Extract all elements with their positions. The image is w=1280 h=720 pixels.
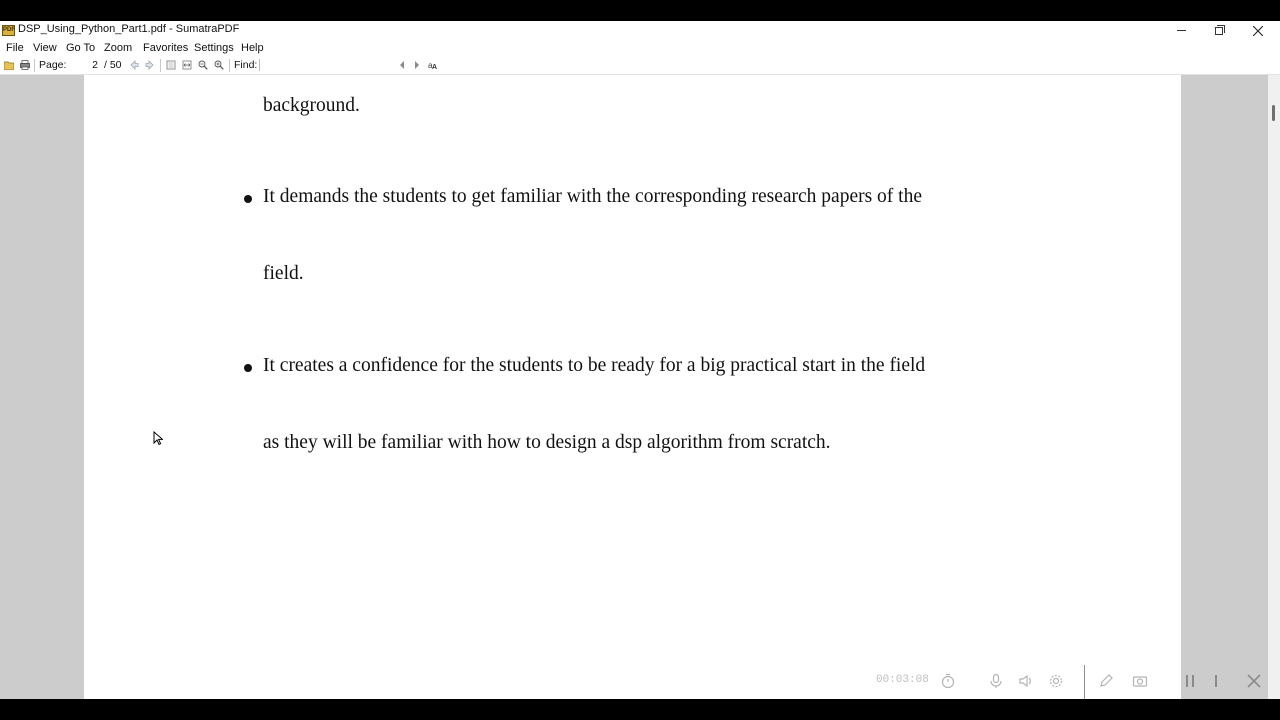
- previous-page-icon[interactable]: [129, 60, 139, 70]
- pen-icon[interactable]: [1098, 673, 1114, 689]
- next-page-icon[interactable]: [145, 60, 155, 70]
- menu-bar: [0, 40, 1280, 57]
- page-total: / 50: [104, 59, 122, 71]
- pause-icon[interactable]: [1182, 673, 1198, 689]
- document-text-line: It creates a confidence for the students to be ready for a big practical start in the field: [263, 355, 926, 376]
- recording-toolbar: [870, 665, 1280, 699]
- stop-icon[interactable]: [1208, 673, 1224, 689]
- window-title: DSP_Using_Python_Part1.pdf - SumatraPDF: [18, 23, 240, 35]
- pdf-page: [84, 75, 1181, 699]
- document-canvas[interactable]: [0, 75, 1268, 699]
- print-icon[interactable]: [20, 60, 30, 70]
- open-icon[interactable]: [4, 60, 14, 70]
- close-icon: [1253, 26, 1263, 36]
- fit-page-icon[interactable]: [166, 60, 176, 70]
- document-text-line: as they will be familiar with how to design a dsp algorithm from scratch.: [263, 432, 831, 453]
- restore-button[interactable]: [1200, 21, 1238, 40]
- svg-text:A: A: [432, 64, 438, 70]
- timer-icon[interactable]: [940, 673, 956, 689]
- app-window: [0, 21, 1280, 699]
- settings-icon[interactable]: [1048, 673, 1064, 689]
- document-text-line: It demands the students to get familiar with the corresponding research papers of the: [263, 186, 923, 207]
- sumatra-app-icon[interactable]: PDF: [2, 25, 15, 36]
- microphone-icon[interactable]: [988, 673, 1004, 689]
- page-label: Page:: [39, 59, 67, 71]
- title-bar[interactable]: [0, 21, 1280, 40]
- menu-settings[interactable]: Settings: [194, 42, 234, 54]
- bullet-point: [244, 195, 252, 203]
- mouse-cursor-icon: [153, 431, 163, 446]
- toolbar: [0, 57, 1280, 75]
- vertical-scrollbar[interactable]: [1268, 75, 1280, 699]
- menu-view[interactable]: View: [33, 42, 57, 54]
- toolbar-separator: [160, 59, 161, 72]
- restore-icon: [1215, 27, 1223, 35]
- menu-goto[interactable]: Go To: [66, 42, 96, 54]
- find-label: Find:: [234, 59, 258, 71]
- match-case-icon[interactable]: [428, 60, 438, 70]
- speaker-icon[interactable]: [1018, 673, 1034, 689]
- scrollbar-thumb[interactable]: [1272, 105, 1275, 121]
- document-text-line: background.: [263, 95, 360, 116]
- svg-text:a: a: [428, 61, 433, 70]
- menu-zoom[interactable]: Zoom: [104, 42, 133, 54]
- toolbar-separator: [34, 59, 35, 72]
- close-recording-icon[interactable]: [1246, 673, 1262, 689]
- recording-timer: 00:03:08: [876, 674, 929, 686]
- bullet-point: [244, 364, 252, 372]
- toolbar-separator: [229, 59, 230, 72]
- menu-help[interactable]: Help: [241, 42, 264, 54]
- page-number-input[interactable]: [70, 59, 98, 71]
- document-text-line: field.: [263, 263, 304, 284]
- menu-file[interactable]: File: [6, 42, 24, 54]
- zoom-in-icon[interactable]: [214, 60, 224, 70]
- find-input[interactable]: [259, 59, 394, 71]
- fit-width-icon[interactable]: [182, 60, 192, 70]
- camera-icon[interactable]: [1132, 673, 1148, 689]
- minimize-icon: [1177, 30, 1186, 31]
- close-button[interactable]: [1239, 21, 1277, 40]
- find-previous-icon[interactable]: [397, 60, 407, 70]
- zoom-out-icon[interactable]: [198, 60, 208, 70]
- find-next-icon[interactable]: [412, 60, 422, 70]
- minimize-button[interactable]: [1162, 21, 1200, 40]
- toolbar-divider: [1084, 665, 1085, 699]
- menu-favorites[interactable]: Favorites: [143, 42, 189, 54]
